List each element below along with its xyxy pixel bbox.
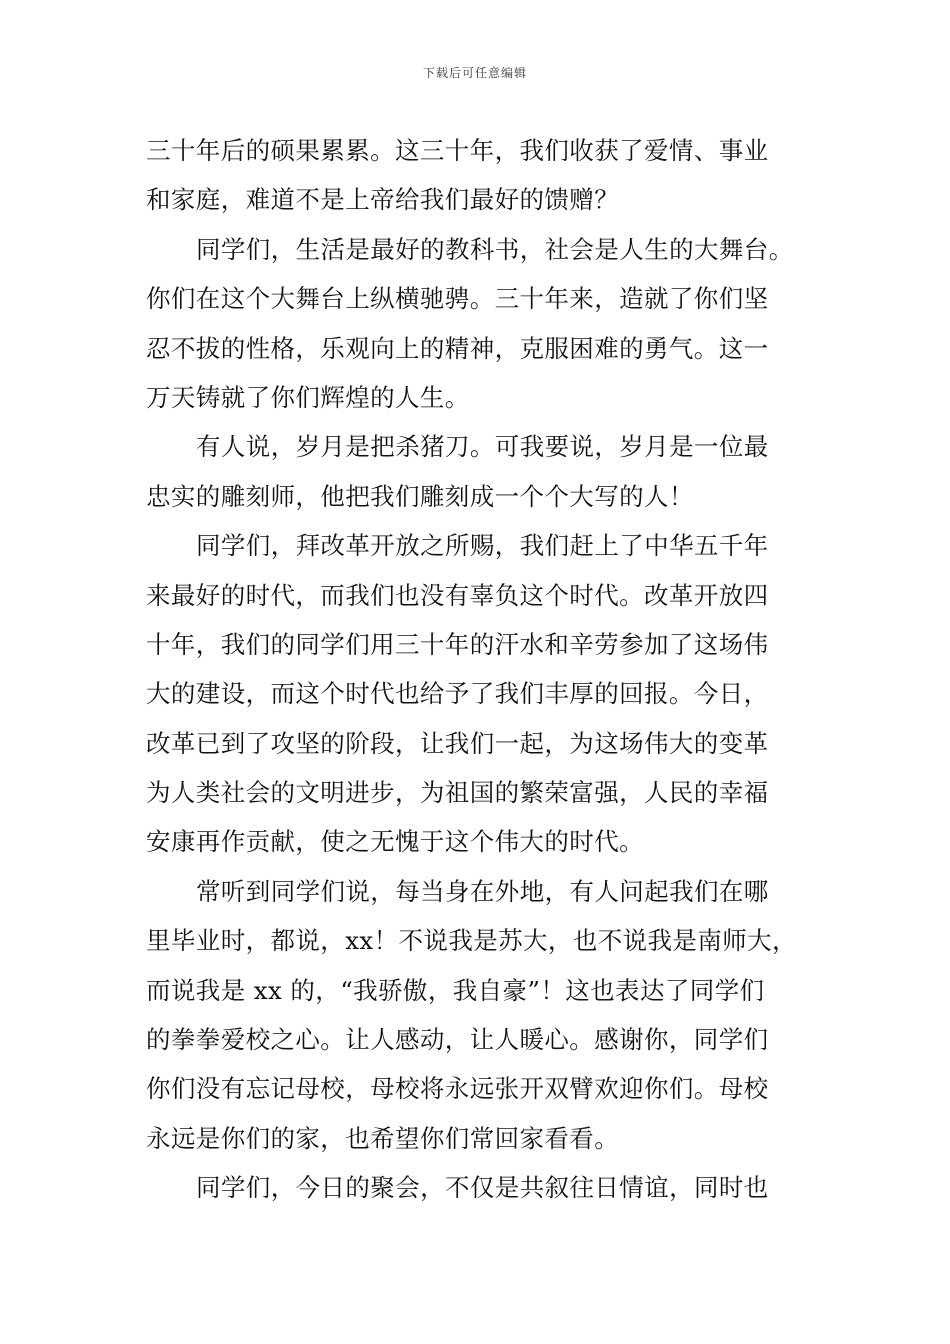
text-line: 万天铸就了你们辉煌的人生。 [146,382,470,412]
text-line: 忠实的雕刻师，他把我们雕刻成一个个大写的人！ [146,481,694,511]
text-line: 安康再作贡献，使之无愧于这个伟大的时代。 [146,827,644,857]
text-line: 三十年后的硕果累累。这三十年，我们收获了爱情、事业 [146,136,769,165]
text-line: 永远是你们的家，也希望你们常回家看看。 [146,1123,620,1153]
text-line: 和家庭，难道不是上帝给我们最好的馈赠？ [146,185,620,215]
text-line: 忍不拔的性格，乐观向上的精神，克服困难的勇气。这一 [146,333,769,363]
text-line: 为人类社会的文明进步，为祖国的繁荣富强，人民的幸福 [146,778,769,808]
paragraph-start-line: 有人说，岁月是把杀猪刀。可我要说，岁月是一位最 [196,432,769,462]
text-line: 十年，我们的同学们用三十年的汗水和辛劳参加了这场伟 [146,629,769,659]
text-line: 里毕业时，都说，xx！不说我是苏大，也不说我是南师大， [146,926,797,956]
text-line: 来最好的时代，而我们也没有辜负这个时代。改革开放四 [146,580,769,610]
text-line: 大的建设，而这个时代也给予了我们丰厚的回报。今日， [146,679,769,709]
paragraph-start-line: 常听到同学们说，每当身在外地，有人问起我们在哪 [196,876,769,906]
paragraph-start-line: 同学们，生活是最好的教科书，社会是人生的大舞台。 [196,234,794,264]
text-line: 你们没有忘记母校，母校将永远张开双臂欢迎你们。母校 [146,1074,769,1104]
text-line: 改革已到了攻坚的阶段，让我们一起，为这场伟大的变革 [146,728,769,758]
text-line: 你们在这个大舞台上纵横驰骋。三十年来，造就了你们坚 [146,284,769,314]
text-line: 而说我是 xx 的，“我骄傲，我自豪”！这也表达了同学们 [146,975,765,1005]
text-line: 的拳拳爱校之心。让人感动，让人暖心。感谢你，同学们 [146,1025,769,1055]
document-body [146,126,836,1213]
page-header: 下载后可任意编辑 [422,66,527,80]
paragraph-start-line: 同学们，今日的聚会，不仅是共叙往日情谊，同时也 [196,1173,769,1203]
paragraph-start-line: 同学们，拜改革开放之所赐，我们赶上了中华五千年 [196,531,769,561]
